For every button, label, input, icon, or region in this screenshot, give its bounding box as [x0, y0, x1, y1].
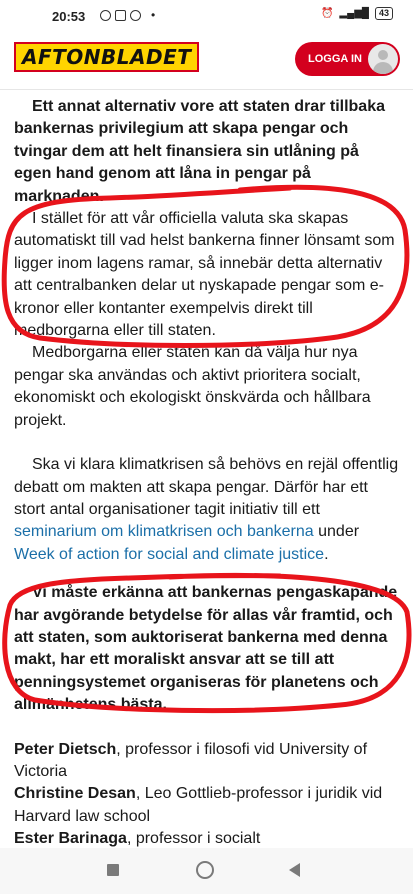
whatsapp-icon [130, 10, 141, 21]
clock: 20:53 [52, 9, 86, 24]
author-1-title: , professor i filosofi vid University of Victoria [14, 740, 368, 780]
author-2-title: , Leo Gottlieb-professor i juridik vid Harvard law school [14, 785, 383, 825]
paragraph-5 [14, 582, 399, 716]
paragraph-1 [14, 96, 399, 208]
more-dot-icon: • [151, 8, 156, 22]
site-header [0, 28, 413, 90]
seminar-link[interactable]: seminarium om klimatkrisen och bankerna [14, 523, 314, 541]
avatar-icon [368, 44, 398, 74]
paragraph-4-text-c: . [324, 545, 329, 563]
paragraph-2-text: I stället för att vår officiella valuta ska skapas automatiskt till vad helst bankerna finner lönsamt som ligger inom lagens ramar, så innebär detta alternativ att centralbanken delar ut nyskapade pengar som e-kronor eller kontanter exempelvis direkt till medborgarna eller till staten. [14, 210, 395, 340]
signal-icon: ▂▄▆█ [339, 8, 369, 19]
author-1-name: Peter Dietsch [14, 740, 117, 758]
battery-icon: 43 [375, 7, 393, 20]
paragraph-1-text: Ett annat alternativ vore att staten drar tillbaka bankernas privilegium att skapa pengar och tvingar dem att helt finansiera sin utlåning på egen hand genom att låna in pengar på marknaden. [14, 98, 385, 205]
aftonbladet-logo[interactable] [14, 42, 199, 72]
paragraph-5-text: Vi måste erkänna att bankernas pengaskapande har avgörande betydelse för allas vår framtid, och att staten, som auktoriserat bankerna med denna makt, har ett moraliskt ansvar att se till att penningsystemet organiseras för planetens och allmänhetens bästa. [14, 584, 398, 714]
system-icons [321, 7, 393, 20]
login-label: LOGGA IN [308, 53, 362, 65]
author-2-name: Christine Desan [14, 785, 136, 803]
article-body [14, 96, 399, 851]
logo-text: AFTONBLADET [22, 45, 192, 69]
status-bar [0, 0, 413, 28]
author-3-name: Ester Barinaga [14, 830, 127, 848]
paragraph-3-text: Medborgarna eller staten kan då välja hur nya pengar ska användas och aktivt prioritera socialt, ekonomiskt och ekologiskt önskvärda och hållbara projekt. [14, 344, 371, 429]
login-button[interactable] [295, 42, 400, 76]
back-button-icon[interactable] [289, 863, 300, 877]
author-1 [14, 739, 399, 784]
week-of-action-link[interactable]: Week of action for social and climate justice [14, 545, 325, 563]
paragraph-4 [14, 454, 399, 566]
notification-icons [100, 8, 155, 22]
author-2 [14, 783, 399, 828]
author-3-title: , professor i socialt [126, 830, 261, 848]
paragraph-4-text-b: under [313, 523, 360, 541]
paragraph-3 [14, 342, 399, 432]
alarm-icon: ⏰ [320, 8, 334, 19]
home-button-icon[interactable] [196, 861, 214, 879]
messenger-icon [100, 10, 111, 21]
grid-icon [115, 10, 126, 21]
system-nav-bar [0, 848, 413, 894]
paragraph-2 [14, 208, 399, 342]
paragraph-4-text-a: Ska vi klara klimatkrisen så behövs en rejäl offentlig debatt om makten att skapa pengar. Därför har ett stort antal organisationer tagit initiativ till ett [14, 456, 399, 518]
recents-button-icon[interactable] [107, 864, 119, 876]
